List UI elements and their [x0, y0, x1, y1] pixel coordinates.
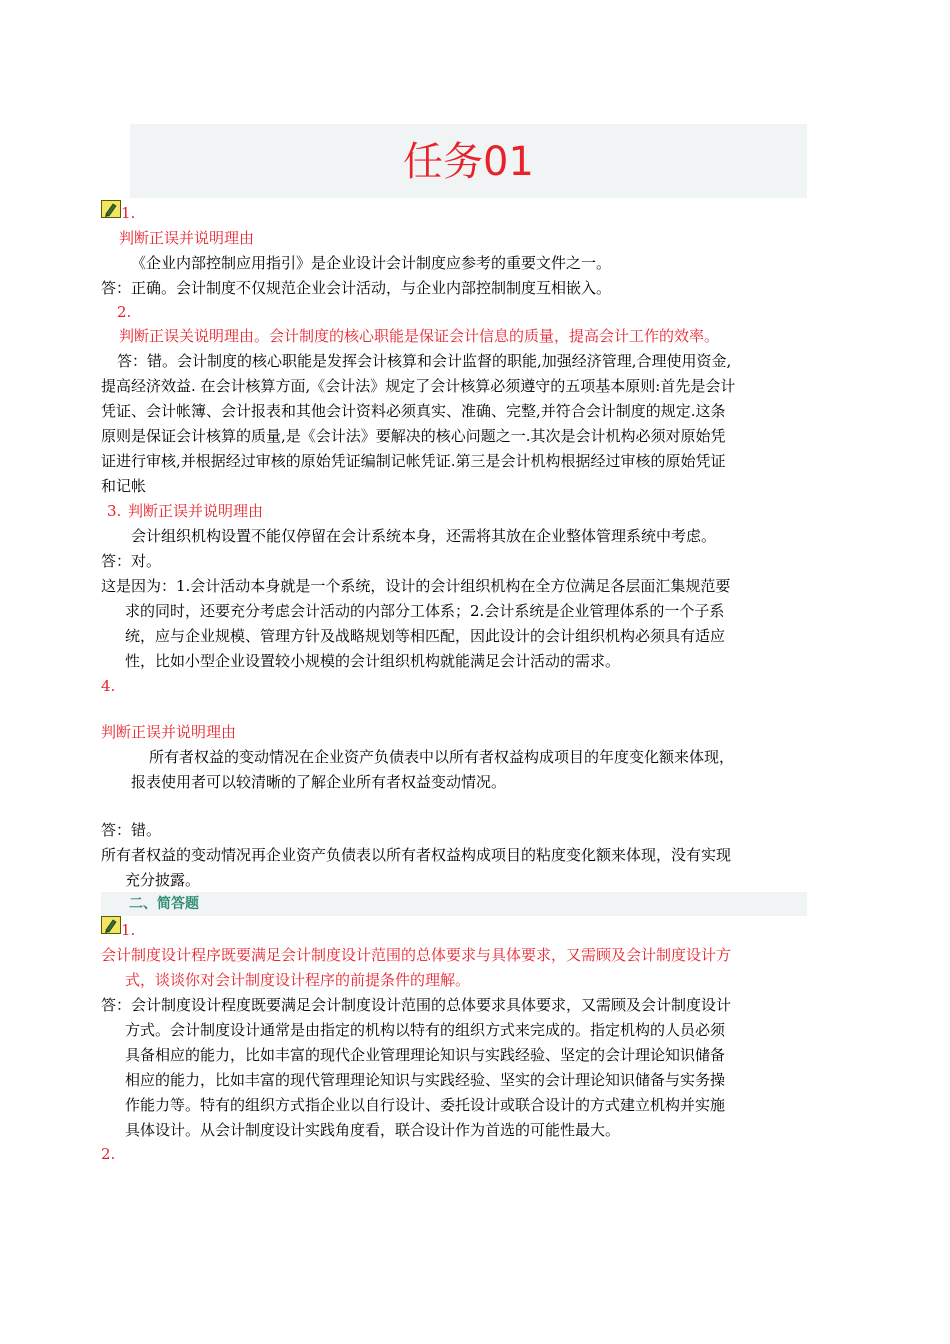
s1-number: 1.	[121, 921, 136, 939]
s1-answer-line: 方式。会计制度设计通常是由指定的机构以特有的组织方式来完成的。指定机构的人员必须	[125, 1021, 726, 1039]
q3-statement: 会计组织机构设置不能仅停留在会计系统本身，还需将其放在企业整体管理系统中考虑。	[131, 527, 717, 545]
q3-heading: 判断正误并说明理由	[128, 502, 264, 520]
q4-reason-line: 充分披露。	[125, 871, 201, 889]
q2-answer-line: 答：错。会计制度的核心职能是发挥会计核算和会计监督的职能,加强经济管理,合理使用资金,	[117, 352, 732, 370]
q4-heading: 判断正误并说明理由	[101, 723, 237, 741]
s1-answer-line: 作能力等。特有的组织方式指企业以自行设计、委托设计或联合设计的方式建立机构并实施	[125, 1096, 726, 1114]
page-title: 任务01	[403, 139, 534, 185]
s1-question-line: 会计制度设计程序既要满足会计制度设计范围的总体要求与具体要求，又需顾及会计制度设计方	[101, 946, 732, 964]
q3-reason-line: 求的同时，还要充分考虑会计活动的内部分工体系；2.会计系统是企业管理体系的一个子系	[125, 602, 725, 620]
q3-reason-line: 性，比如小型企业设置较小规模的会计组织机构就能满足会计活动的需求。	[125, 652, 621, 670]
q2-answer-line: 凭证、会计帐簿、会计报表和其他会计资料必须真实、准确、完整,并符合会计制度的规定.这条	[101, 402, 726, 420]
q2-number: 2.	[117, 303, 132, 321]
s1-answer-line: 答：会计制度设计程度既要满足会计制度设计范围的总体要求具体要求，又需顾及会计制度设计	[101, 996, 732, 1014]
s2-number: 2.	[101, 1145, 116, 1163]
q4-statement-line: 所有者权益的变动情况在企业资产负债表中以所有者权益构成项目的年度变化额来体现，	[149, 748, 735, 766]
pencil-icon[interactable]	[101, 200, 121, 218]
s1-question-line: 式，谈谈你对会计制度设计程序的前提条件的理解。	[125, 971, 471, 989]
q4-statement-line: 报表使用者可以较清晰的了解企业所有者权益变动情况。	[131, 773, 507, 791]
q3-number: 3.	[107, 502, 122, 520]
q1-number: 1.	[121, 204, 136, 222]
q1-statement: 《企业内部控制应用指引》是企业设计会计制度应参考的重要文件之一。	[131, 254, 612, 272]
q1-answer: 答：正确。会计制度不仅规范企业会计活动，与企业内部控制制度互相嵌入。	[101, 279, 612, 297]
s1-answer-line: 相应的能力，比如丰富的现代管理理论知识与实践经验、坚实的会计理论知识储备与实务操	[125, 1071, 726, 1089]
section-title: 二、简答题	[129, 896, 199, 912]
q4-answer: 答：错。	[101, 821, 162, 839]
q4-number: 4.	[101, 677, 116, 695]
s1-answer-line: 具体设计。从会计制度设计实践角度看，联合设计作为首选的可能性最大。	[125, 1121, 621, 1139]
q1-heading: 判断正误并说明理由	[119, 229, 255, 247]
pencil-icon[interactable]	[101, 916, 121, 934]
q2-answer-line: 原则是保证会计核算的质量,是《会计法》要解决的核心问题之一.其次是会计机构必须对原始凭	[101, 427, 726, 445]
q2-answer-line: 提高经济效益. 在会计核算方面,《会计法》规定了会计核算必须遵守的五项基本原则:首先是会计	[101, 377, 736, 395]
title-banner	[130, 124, 807, 198]
q2-heading: 判断正误关说明理由。会计制度的核心职能是保证会计信息的质量，提高会计工作的效率。	[119, 327, 720, 345]
q4-reason-line: 所有者权益的变动情况再企业资产负债表以所有者权益构成项目的粘度变化额来体现，没有实现	[101, 846, 732, 864]
q2-answer-line: 证进行审核,并根据经过审核的原始凭证编制记帐凭证.第三是会计机构根据经过审核的原始凭证	[101, 452, 726, 470]
q3-reason-line: 统，应与企业规模、管理方针及战略规划等相匹配，因此设计的会计组织机构必须具有适应	[125, 627, 726, 645]
q2-answer-line: 和记帐	[101, 477, 147, 495]
q3-answer: 答：对。	[101, 552, 162, 570]
section-header	[101, 892, 807, 916]
q3-reason-line: 这是因为：1.会计活动本身就是一个系统，设计的会计组织机构在全方位满足各层面汇集规范要	[101, 577, 731, 595]
s1-answer-line: 具备相应的能力，比如丰富的现代企业管理理论知识与实践经验、坚定的会计理论知识储备	[125, 1046, 726, 1064]
